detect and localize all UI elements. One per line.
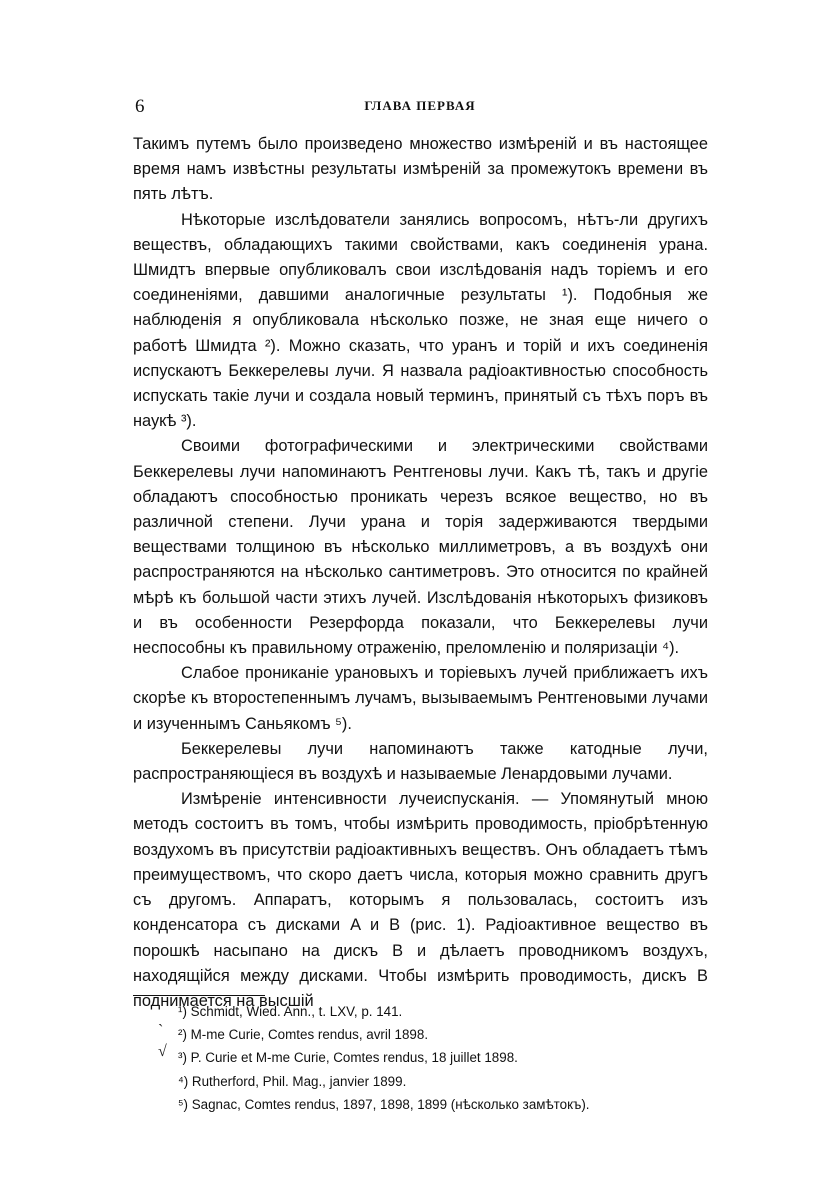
footnote: ⁴) Rutherford, Phil. Mag., janvier 1899. [178, 1073, 407, 1089]
paragraph: Нѣкоторые изслѣдователи занялись вопросомъ, нѣтъ-ли другихъ веществъ, обладающихъ такими свойствами, какъ соединенія урана. Шмидтъ впервые опубликовалъ свои изслѣдованія надъ торіемъ и его соединеніями, давшими аналогичные результаты ¹). Подобныя же наблюденія я опубликовала нѣсколько позже, не зная еще ничего о работѣ Шмидта ²). Можно сказать, что уранъ и торій и ихъ соединенія испускаютъ Беккерелевы лучи. Я назвала радіоактивностью способность испускать такіе лучи и создала новый терминъ, принятый съ тѣхъ поръ въ наукѣ ³). [133, 210, 708, 431]
running-head: ГЛАВА ПЕРВАЯ [364, 98, 476, 113]
footnote: ⁵) Sagnac, Comtes rendus, 1897, 1898, 1899 (нѣсколько замѣтокъ). [178, 1096, 590, 1112]
paragraph: Такимъ путемъ было произведено множество измѣреній и въ настоящее время намъ извѣстны результаты измѣреній за промежутокъ времени въ пять лѣтъ. [133, 135, 708, 204]
paragraph: Слабое прониканіе урановыхъ и торіевыхъ лучей приближаетъ ихъ скорѣе къ второстепеннымъ лучамъ, вызываемымъ Рентгеновыми лучами и изученнымъ Саньякомъ ⁵). [133, 664, 708, 733]
paragraph: Своими фотографическими и электрическими свойствами Беккерелевы лучи напоминаютъ Рентгеновы лучи. Какъ тѣ, такъ и другіе обладаютъ способностью проникать черезъ всякое вещество, но въ различной степени. Лучи урана и торія задерживаются твердыми веществами толщиною въ нѣсколько миллиметровъ, а въ воздухѣ они распространяются на нѣсколько сантиметровъ. Это относится по крайней мѣрѣ къ большой части этихъ лучей. Изслѣдованія нѣкоторыхъ физиковъ и въ особенности Резерфорда показали, что Беккерелевы лучи неспособны къ правильному отраженію, преломленію и поляризаціи ⁴). [133, 437, 708, 658]
margin-tick-mark: ˋ [158, 1022, 164, 1039]
footnote: ³) P. Curie et M-me Curie, Comtes rendus, 18 juillet 1898. [178, 1050, 518, 1066]
page-number: 6 [135, 96, 145, 117]
paragraph: Измѣреніе интенсивности лучеиспусканія. — Упомянутый мною методъ состоитъ въ томъ, чтобы измѣрить проводимость, пріобрѣтенную воздухомъ въ присутствіи радіоактивныхъ веществъ. Онъ обладаетъ тѣмъ преимуществомъ, что скоро даетъ числа, которыя можно сравнить другъ съ другомъ. Аппаратъ, которымъ я пользовалась, состоитъ изъ конденсатора съ дисками A и B (рис. 1). Радіоактивное вещество въ порошкѣ насыпано на дискъ B и дѣлаетъ проводникомъ воздухъ, находящійся между дисками. Чтобы измѣрить проводимость, дискъ B поднимается на высшій [133, 790, 708, 1010]
body-text [133, 132, 708, 1014]
footnote: ¹) Schmidt, Wied. Ann., t. LXV, p. 141. [178, 1004, 403, 1019]
footnote-rule [133, 995, 265, 996]
paragraph: Беккерелевы лучи напоминаютъ также катодные лучи, распространяющіеся въ воздухѣ и называемые Ленардовыми лучами. [133, 739, 708, 784]
margin-check-mark: √ [158, 1043, 167, 1060]
footnote: ²) M-me Curie, Comtes rendus, avril 1898. [178, 1027, 429, 1043]
footnotes [178, 1000, 718, 1116]
